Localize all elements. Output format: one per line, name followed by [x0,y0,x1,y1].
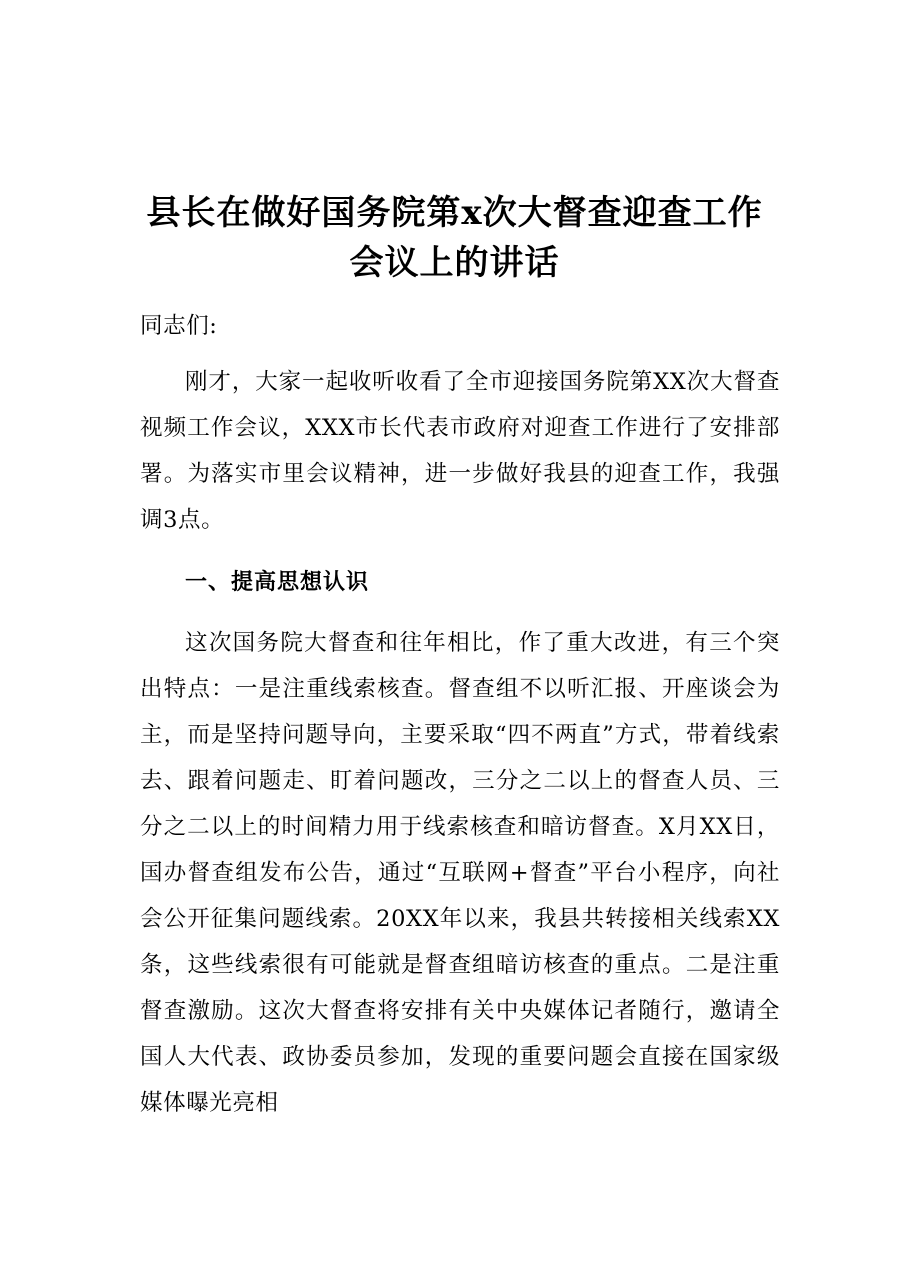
salutation: 同志们: [140,313,218,339]
section-heading-1: 一、提高思想认识 [185,570,370,595]
paragraph-intro: 刚才，大家一起收听收看了全市迎接国务院第XX次大督查视频工作会议，XXX市长代表市政府对迎查工作进行了安排部署。为落实市里会议精神，进一步做好我县的迎查工作，我强调3点。 [140,369,780,533]
document-title-line-1: 县长在做好国务院第x次大督查迎查工作 [146,193,763,233]
paragraph-section-1: 这次国务院大督查和往年相比，作了重大改进，有三个突出特点：一是注重线索核查。督查组不以听汇报、开座谈会为主，而是坚持问题导向，主要采取“四不两直”方式，带着线索去、跟着问题走、盯着问题改，三分之二以上的督查人员、三分之二以上的时间精力用于线索核查和暗访督查。X月XX日，国办督查组发布公告，通过“互联网+督查”平台小程序，向社会公开征集问题线索。20XX年以来，我县共转接相关线索XX条，这些线索很有可能就是督查组暗访核查的重点。二是注重督查激励。这次大督查将安排有关中央媒体记者随行，邀请全国人大代表、政协委员参加，发现的重要问题会直接在国家级媒体曝光亮相 [140,630,780,1116]
document-title-line-2: 会议上的讲话 [349,243,560,283]
